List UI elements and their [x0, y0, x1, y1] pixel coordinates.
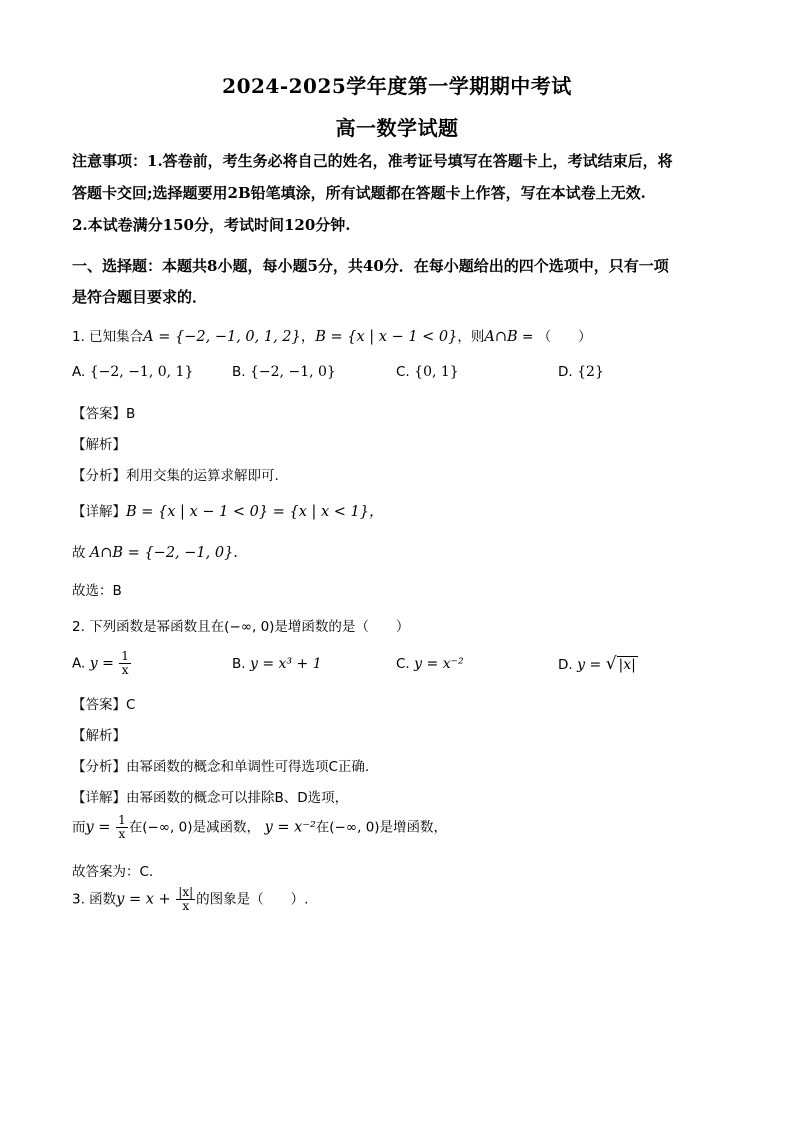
set-a-expression: A = {−2, −1, 0, 1, 2} [143, 329, 301, 345]
section-heading-line-1: 一、选择题：本题共8小题，每小题5分，共40分．在每小题给出的四个选项中，只有一项 [72, 257, 669, 275]
q2-option-b: B. y = x³ + 1 [232, 656, 322, 672]
q2-detail: 【详解】由幂函数的概念可以排除B、D选项， [72, 790, 349, 806]
q2-option-c: C. y = x⁻² [396, 656, 464, 672]
separator: ， [300, 329, 316, 345]
q1-option-c: C. {0, 1} [396, 364, 459, 380]
q1-answer: 【答案】B [72, 406, 136, 422]
q1-conclusion: 故 A∩B = {−2, −1, 0}. [72, 545, 238, 561]
q2-conclusion: 故答案为：C. [72, 864, 154, 880]
q1-option-d: D. {2} [558, 364, 604, 380]
question-2-stem: 2. 下列函数是幂函数且在(−∞, 0)是增函数的是（ ） [72, 619, 410, 635]
page-title: 2024-2025学年度第一学期期中考试 [222, 74, 572, 98]
q1-choice: 故选：B [72, 583, 122, 599]
q1-detail: 【详解】B = {x | x − 1 < 0} = {x | x < 1}， [72, 504, 384, 520]
question-3-stem: 3. 函数y = x + $\frac{|x|}{x}$ 的图象是（ ）. [72, 885, 309, 913]
question-1-suffix: ，则 [457, 329, 485, 345]
q2-reasoning: 而y = $\frac{1}{x}$ 在(−∞, 0)是减函数， y = x⁻²在(−∞, 0)是增函数， [72, 813, 448, 841]
section-heading-line-2: 是符合题目要求的． [72, 288, 208, 306]
question-1-stem [72, 325, 592, 346]
q1-analysis-label: 【解析】 [72, 437, 126, 453]
notice-line-3: 2.本试卷满分150分，考试时间120分钟. [72, 216, 351, 234]
q2-option-a: A. y = $\frac{1}{x}$ [72, 649, 129, 677]
set-b-expression: B = {x | x − 1 < 0} [315, 329, 458, 345]
q2-fenxi: 【分析】由幂函数的概念和单调性可得选项C正确. [72, 759, 370, 775]
q1-option-b: B. {−2, −1, 0} [232, 364, 336, 380]
page-subtitle: 高一数学试题 [335, 116, 459, 140]
notice-line-2: 答题卡交回;选择题要用2B铅笔填涂，所有试题都在答题卡上作答，写在本试卷上无效. [72, 184, 646, 202]
question-1-prefix: 1. 已知集合 [72, 329, 144, 345]
q1-fenxi: 【分析】利用交集的运算求解即可. [72, 468, 279, 484]
answer-paren: = （ ） [517, 329, 592, 345]
q1-option-a: A. {−2, −1, 0, 1} [72, 364, 194, 380]
q2-answer: 【答案】C [72, 697, 136, 713]
notice-line-1: 注意事项：1.答卷前，考生务必将自己的姓名，准考证号填写在答题卡上，考试结束后，将 [72, 152, 673, 170]
intersection-expression: A∩B [484, 329, 518, 345]
q2-analysis-label: 【解析】 [72, 728, 126, 744]
q2-option-d: D. y = √ |x| [558, 654, 636, 674]
